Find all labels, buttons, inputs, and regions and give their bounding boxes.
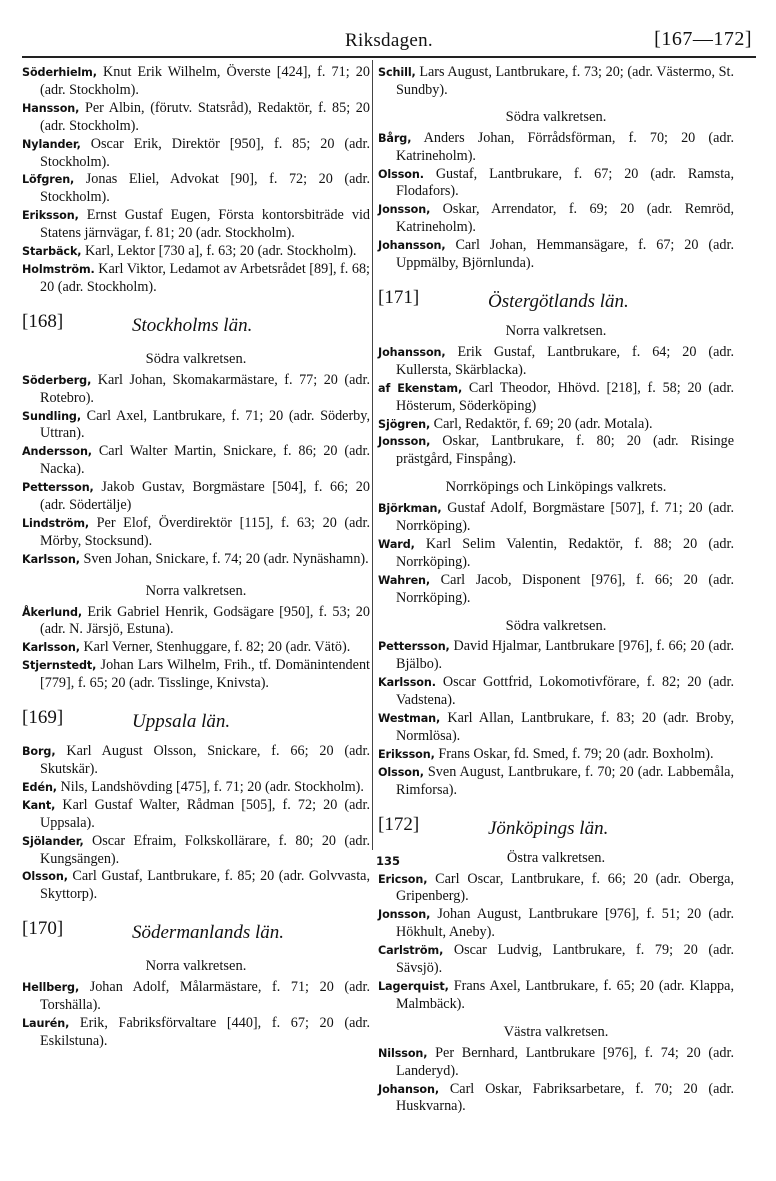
member-surname: Åkerlund, [22,605,83,619]
member-entry [22,657,370,693]
constituency-heading: Östra valkretsen. [506,849,606,866]
section-heading-171 [378,285,734,323]
member-details: Carl Johan, Hemmansägare, f. 67; 20 (adr. Uppmälby, Björnlunda). [396,237,734,272]
member-details: Oskar, Lantbrukare, f. 80; 20 (adr. Risinge prästgård, Finspång). [396,433,734,468]
member-surname: Ericson, [378,872,428,886]
member-details: Anders Johan, Förrådsförman, f. 70; 20 (adr. Katrineholm). [396,129,734,164]
member-entry [22,551,370,569]
member-surname: Carlström, [378,944,444,958]
member-details: Karl Selim Valentin, Redaktör, f. 88; 20 (adr. Norrköping). [396,535,734,570]
member-details: Gustaf Adolf, Borgmästare [507], f. 71; 20 (adr. Norrköping). [396,500,734,535]
member-surname: Borg, [22,745,56,759]
left-column [22,64,370,1051]
entry-list [378,638,734,799]
member-details: Frans Axel, Lantbrukare, f. 65; 20 (adr. Klappa, Malmbäck). [396,977,734,1012]
member-details: Gustaf, Lantbrukare, f. 67; 20 (adr. Ramsta, Flodafors). [396,165,734,200]
member-entry [378,572,734,608]
member-entry [378,871,734,907]
member-details: Karl Allan, Lantbrukare, f. 83; 20 (adr. Broby, Normlösa). [396,710,734,744]
member-details: Ernst Gustaf Eugen, Första kontorsbiträde vid Statens järnvägar, f. 81; 20 (adr. Stockholm). [40,207,370,242]
member-surname: Holmström. [22,262,95,276]
member-entry [22,261,370,297]
column-divider [372,60,373,850]
member-surname: Eriksson, [22,209,79,223]
member-details: Knut Erik Wilhelm, Överste [424], f. 71; 20 (adr. Stockholm). [40,64,370,98]
member-details: Oscar Ludvig, Lantbrukare, f. 79; 20 (adr. Sävsjö). [396,942,734,977]
member-surname: Bårg, [378,131,412,145]
member-entry [378,64,734,100]
member-details: Per Elof, Överdirektör [115], f. 63; 20 (adr. Mörby, Stocksund). [40,514,370,549]
header-rule [22,56,756,58]
member-details: Johan August, Lantbrukare [976], f. 51; 20 (adr. Hökhult, Aneby). [396,906,734,941]
member-entry [22,479,370,515]
section-heading-172 [378,812,734,850]
member-surname: Starbäck, [22,245,82,259]
member-details: Carl Walter Martin, Snickare, f. 86; 20 (adr. Nacka). [40,443,370,478]
member-surname: Johansson, [378,345,446,359]
member-surname: Jonsson, [378,203,431,217]
member-surname: Sundling, [22,409,81,423]
member-details: Per Bernhard, Lantbrukare [976], f. 74; 20 (adr. Landeryd). [396,1044,734,1079]
member-entry [378,237,734,273]
member-details: Johan Adolf, Målarmästare, f. 71; 20 (adr. Torshälla). [40,979,370,1014]
member-entry [378,746,734,764]
member-surname: Pettersson, [22,481,94,495]
section-number: [170] [22,918,64,940]
member-entry [378,906,734,942]
member-entry [22,100,370,136]
member-surname: Schill, [378,66,416,79]
entry-list [378,1045,734,1117]
member-surname: Edén, [22,780,57,794]
section-range: [167—172] [654,28,752,50]
member-surname: af Ekenstam, [378,381,463,395]
member-entry [22,372,370,408]
entry-list [22,979,370,1051]
member-surname: Karlsson. [378,676,436,690]
member-details: Lars August, Lantbrukare, f. 73; 20; (adr. Västermo, St. Sundby). [396,64,734,98]
member-details: Carl Oscar, Lantbrukare, f. 66; 20 (adr. Oberga, Gripenberg). [396,870,734,905]
member-surname: Karlsson, [22,641,80,655]
member-details: Oskar, Arrendator, f. 69; 20 (adr. Remröd, Katrineholm). [396,201,734,236]
member-entry [22,136,370,172]
member-surname: Lindström, [22,516,90,530]
entry-list [378,64,734,100]
section-number: [168] [22,310,64,332]
entry-list [378,500,734,607]
constituency-heading: Södra valkretsen. [505,617,607,634]
member-surname: Andersson, [22,445,92,459]
member-details: Carl Axel, Lantbrukare, f. 71; 20 (adr. Söderby, Uttran). [40,407,370,442]
member-details: Erik, Fabriksförvaltare [440], f. 67; 20 (adr. Eskilstuna). [40,1014,370,1049]
entry-list [22,64,370,297]
member-entry [378,344,734,380]
member-details: Karl Johan, Skomakarmästare, f. 77; 20 (adr. Rotebro). [40,371,370,406]
section-number: [172] [378,813,420,835]
page-number: 135 [375,854,400,868]
member-entry [378,130,734,166]
county-name: Södermanlands län. [132,922,284,944]
member-surname: Löfgren, [22,173,75,187]
member-details: Per Albin, (förutv. Statsråd), Redaktör, f. 85; 20 (adr. Stockholm). [40,99,370,134]
member-entry [22,797,370,833]
member-details: Johan Lars Wilhelm, Frih., tf. Domänintendent [779], f. 65; 20 (adr. Tisslinge, Knivsta). [40,657,370,692]
member-entry [378,416,734,434]
member-entry [22,515,370,551]
member-surname: Björkman, [378,502,442,516]
member-details: Karl Viktor, Ledamot av Arbetsrådet [89], f. 68; 20 (adr. Stockholm). [40,260,370,295]
member-details: Erik Gabriel Henrik, Godsägare [950], f. 53; 20 (adr. N. Järsjö, Estuna). [40,603,370,638]
entry-list [22,604,370,694]
member-surname: Hansson, [22,101,80,115]
member-surname: Johanson, [378,1082,439,1096]
member-details: Karl Verner, Stenhuggare, f. 82; 20 (adr. Vätö). [79,639,351,656]
constituency-heading: Västra valkretsen. [503,1023,609,1040]
member-details: Nils, Landshövding [475], f. 71; 20 (adr. Stockholm). [56,778,364,795]
member-details: David Hjalmar, Lantbrukare [976], f. 66; 20 (adr. Bjälbo). [396,638,734,673]
entry-list [22,372,370,569]
member-entry [378,1081,734,1117]
member-entry [22,171,370,207]
member-surname: Sjölander, [22,834,84,848]
member-entry [22,639,370,657]
member-entry [378,380,734,416]
county-name: Stockholms län. [132,314,253,336]
county-name: Jönköpings län. [488,817,609,839]
constituency-heading: Norra valkretsen. [145,958,247,975]
member-entry [378,166,734,202]
member-entry [378,201,734,237]
member-surname: Hellberg, [22,981,80,995]
member-surname: Söderberg, [22,373,92,387]
member-entry [22,443,370,479]
member-entry [378,978,734,1014]
member-surname: Söderhielm, [22,66,97,79]
member-surname: Lagerquist, [378,979,449,993]
member-surname: Wahren, [378,573,431,587]
member-surname: Westman, [378,712,441,726]
section-heading-169 [22,705,370,743]
constituency-heading: Södra valkretsen. [505,108,607,125]
member-entry [22,408,370,444]
county-name: Uppsala län. [132,711,231,733]
member-surname: Olsson, [22,870,68,884]
member-entry [378,764,734,800]
section-number: [169] [22,707,64,729]
member-surname: Johansson, [378,239,446,253]
member-entry [378,536,734,572]
page-title: Riksdagen. [345,30,433,51]
entry-list [378,871,734,1014]
member-surname: Karlsson, [22,552,80,566]
member-entry [378,1045,734,1081]
member-details: Carl Jacob, Disponent [976], f. 66; 20 (adr. Norrköping). [396,571,734,606]
member-entry [22,979,370,1015]
member-details: Oscar Gottfrid, Lokomotivförare, f. 82; 20 (adr. Vadstena). [396,674,734,709]
section-number: [171] [378,286,420,308]
member-details: Karl Gustaf Walter, Rådman [505], f. 72; 20 (adr. Uppsala). [40,796,370,831]
member-surname: Laurén, [22,1016,70,1030]
member-entry [22,1015,370,1051]
member-surname: Olsson, [378,765,424,779]
member-details: Karl, Lektor [730 a], f. 63; 20 (adr. Stockholm). [81,243,357,260]
member-surname: Nilsson, [378,1046,428,1060]
member-entry [22,64,370,100]
entry-list [378,344,734,469]
member-entry [22,743,370,779]
member-surname: Sjögren, [378,417,431,431]
member-details: Sven August, Lantbrukare, f. 70; 20 (adr. Labbemåla, Rimforsa). [396,763,734,798]
member-entry [378,638,734,674]
entry-list [378,130,734,273]
constituency-heading: Norra valkretsen. [505,322,607,339]
member-details: Carl Gustaf, Lantbrukare, f. 85; 20 (adr. Golvvasta, Skyttorp). [40,868,370,903]
member-surname: Jonsson, [378,908,431,922]
member-entry [22,207,370,243]
member-details: Carl Oskar, Fabriksarbetare, f. 70; 20 (adr. Huskvarna). [396,1080,734,1115]
right-column [378,64,734,1116]
member-surname: Eriksson, [378,747,435,761]
constituency-heading: Södra valkretsen. [145,350,247,367]
running-header [22,28,756,54]
member-details: Jonas Eliel, Advokat [90], f. 72; 20 (adr. Stockholm). [40,171,370,206]
member-entry [378,710,734,746]
section-heading-170 [22,916,370,954]
constituency-heading: Norra valkretsen. [145,582,247,599]
member-details: Erik Gustaf, Lantbrukare, f. 64; 20 (adr. Kullersta, Skärblacka). [396,343,734,378]
member-details: Carl, Redaktör, f. 69; 20 (adr. Motala). [430,415,653,432]
member-details: Oscar Erik, Direktör [950], f. 85; 20 (adr. Stockholm). [40,135,370,170]
member-surname: Stjernstedt, [22,659,97,673]
member-entry [22,868,370,904]
section-heading-168 [22,309,370,347]
entry-list [22,743,370,904]
member-surname: Kant, [22,798,56,812]
county-name: Östergötlands län. [488,290,629,312]
member-surname: Jonsson, [378,435,431,449]
member-entry [22,243,370,261]
member-surname: Olsson. [378,167,424,181]
member-surname: Pettersson, [378,640,450,654]
member-details: Sven Johan, Snickare, f. 74; 20 (adr. Nynäshamn). [79,550,369,567]
member-details: Jakob Gustav, Borgmästare [504], f. 66; 20 (adr. Södertälje) [40,479,370,514]
member-details: Carl Theodor, Hhövd. [218], f. 58; 20 (adr. Hösterum, Söderköping) [396,379,734,414]
member-entry [378,500,734,536]
member-details: Oscar Efraim, Folkskollärare, f. 80; 20 (adr. Kungsängen). [40,832,370,867]
constituency-heading: Norrköpings och Linköpings valkrets. [445,479,667,496]
member-details: Frans Oskar, fd. Smed, f. 79; 20 (adr. Boxholm). [434,745,714,762]
member-details: Karl August Olsson, Snickare, f. 66; 20 (adr. Skutskär). [40,743,370,777]
member-surname: Nylander, [22,137,81,151]
member-entry [22,779,370,797]
member-entry [378,674,734,710]
member-surname: Ward, [378,537,415,551]
member-entry [378,942,734,978]
member-entry [22,604,370,640]
member-entry [378,433,734,469]
